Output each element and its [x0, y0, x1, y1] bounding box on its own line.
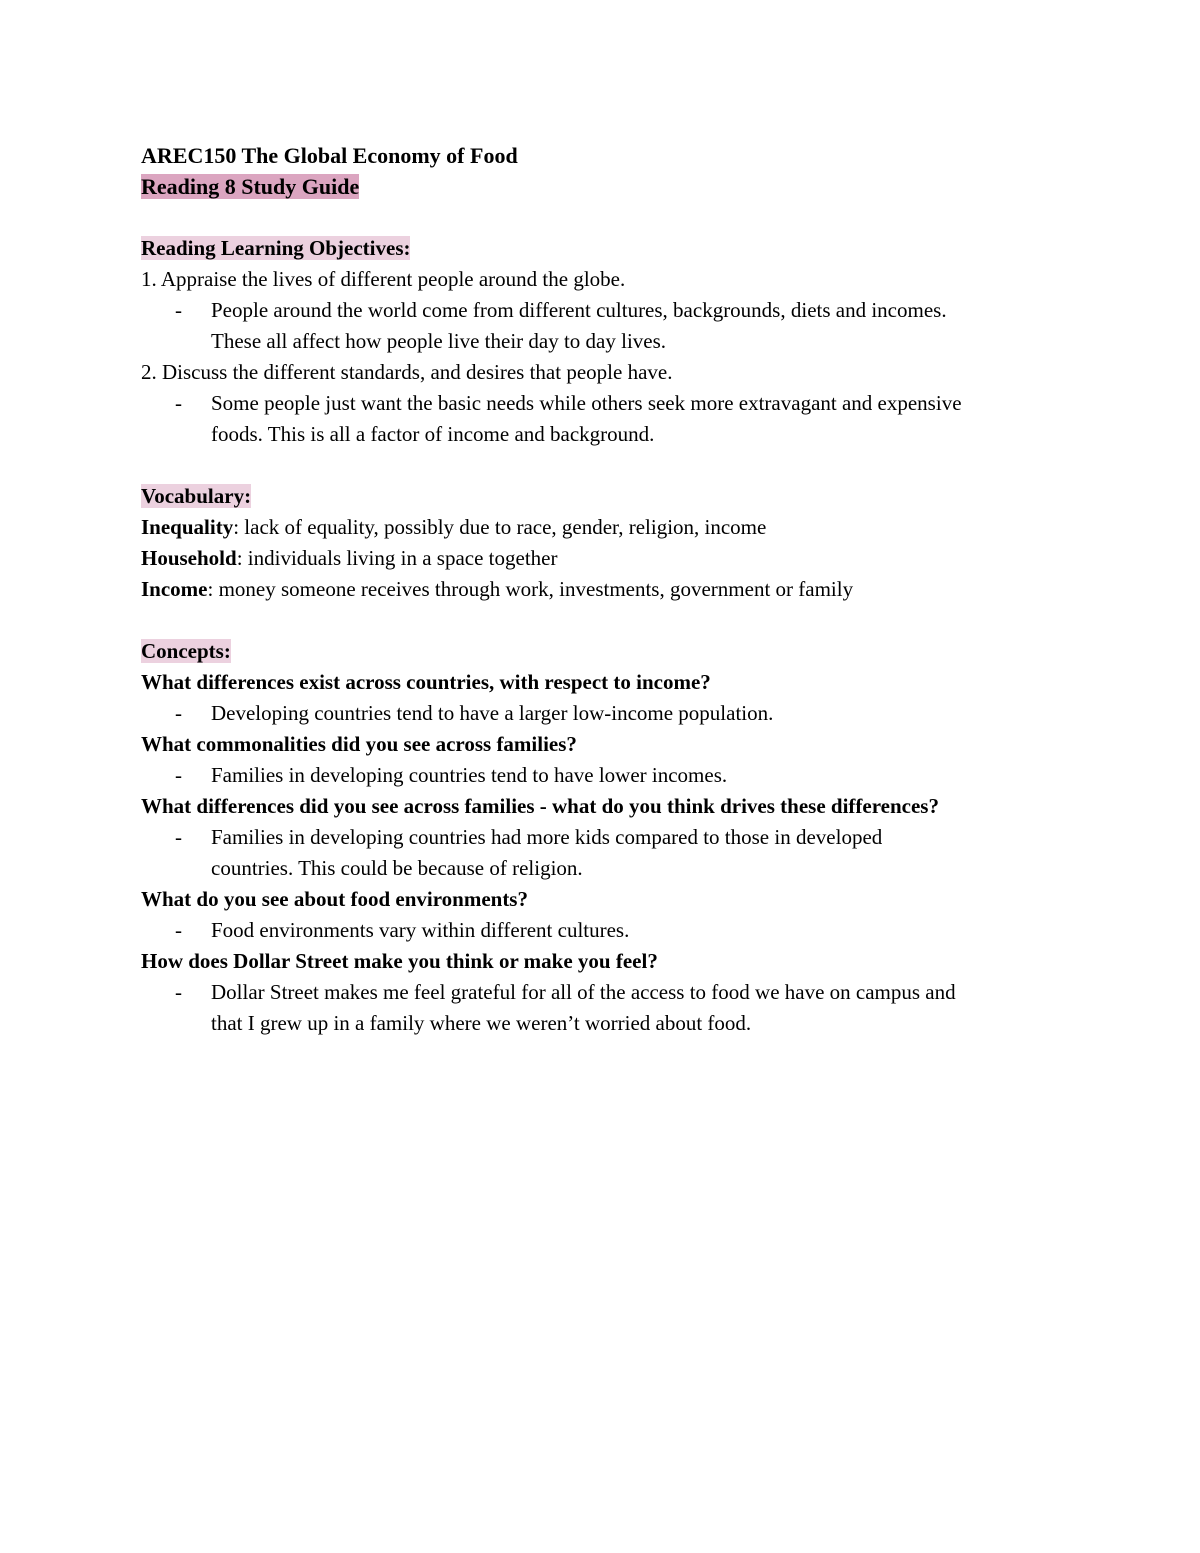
vocab-entry-inequality — [141, 512, 1101, 543]
bullet-dash: - — [175, 298, 182, 322]
objective-2: 2. Discuss the different standards, and desires that people have. — [141, 360, 673, 384]
objective-2-bullet-line-2: foods. This is all a factor of income and background. — [211, 422, 655, 446]
concept-question-5: How does Dollar Street make you think or make you feel? — [141, 949, 658, 973]
concept-answer-1 — [141, 698, 1101, 729]
concept-answer-5 — [141, 977, 1101, 1039]
concept-question-2: What commonalities did you see across families? — [141, 732, 577, 756]
concept-answer-5-line-2: that I grew up in a family where we weren’t worried about food. — [211, 1011, 752, 1035]
concept-answer-3-line-2: countries. This could be because of religion. — [211, 856, 583, 880]
vocab-term: Inequality — [141, 515, 234, 539]
vocab-definition: : individuals living in a space together — [236, 546, 558, 570]
concept-answer-5-line-1: Dollar Street makes me feel grateful for all of the access to food we have on campus and — [211, 980, 956, 1004]
objective-1-bullet-line-1: People around the world come from different cultures, backgrounds, diets and incomes. — [211, 298, 947, 322]
bullet-dash: - — [175, 980, 182, 1004]
study-guide-page — [141, 140, 1101, 1039]
bullet-dash: - — [175, 918, 182, 942]
bullet-dash: - — [175, 825, 182, 849]
vocab-term: Income — [141, 577, 208, 601]
concept-answer-3 — [141, 822, 1101, 884]
bullet-dash: - — [175, 763, 182, 787]
bullet-dash: - — [175, 391, 182, 415]
concepts-heading: Concepts: — [141, 639, 231, 663]
vocab-term: Household — [141, 546, 237, 570]
vocabulary-heading: Vocabulary: — [141, 484, 252, 508]
vocab-entry-income — [141, 574, 1101, 605]
guide-title: Reading 8 Study Guide — [141, 174, 360, 199]
course-title: AREC150 The Global Economy of Food — [141, 143, 518, 168]
objective-2-bullet — [141, 388, 1101, 450]
objective-2-bullet-line-1: Some people just want the basic needs while others seek more extravagant and expensive — [211, 391, 962, 415]
objective-1-bullet — [141, 295, 1101, 357]
objective-1: 1. Appraise the lives of different people around the globe. — [141, 267, 626, 291]
objective-1-bullet-line-2: These all affect how people live their day to day lives. — [211, 329, 667, 353]
concept-question-3: What differences did you see across families - what do you think drives these differences? — [141, 794, 939, 818]
concept-question-1: What differences exist across countries, with respect to income? — [141, 670, 711, 694]
concept-answer-2-line-1: Families in developing countries tend to have lower incomes. — [211, 763, 728, 787]
concept-answer-4 — [141, 915, 1101, 946]
vocab-definition: : lack of equality, possibly due to race, gender, religion, income — [233, 515, 767, 539]
objectives-heading: Reading Learning Objectives: — [141, 236, 411, 260]
bullet-dash: - — [175, 701, 182, 725]
vocab-entry-household — [141, 543, 1101, 574]
concept-answer-1-line-1: Developing countries tend to have a larger low-income population. — [211, 701, 774, 725]
concept-question-4: What do you see about food environments? — [141, 887, 528, 911]
concept-answer-3-line-1: Families in developing countries had more kids compared to those in developed — [211, 825, 883, 849]
concept-answer-4-line-1: Food environments vary within different cultures. — [211, 918, 630, 942]
vocab-definition: : money someone receives through work, investments, government or family — [207, 577, 854, 601]
concept-answer-2 — [141, 760, 1101, 791]
